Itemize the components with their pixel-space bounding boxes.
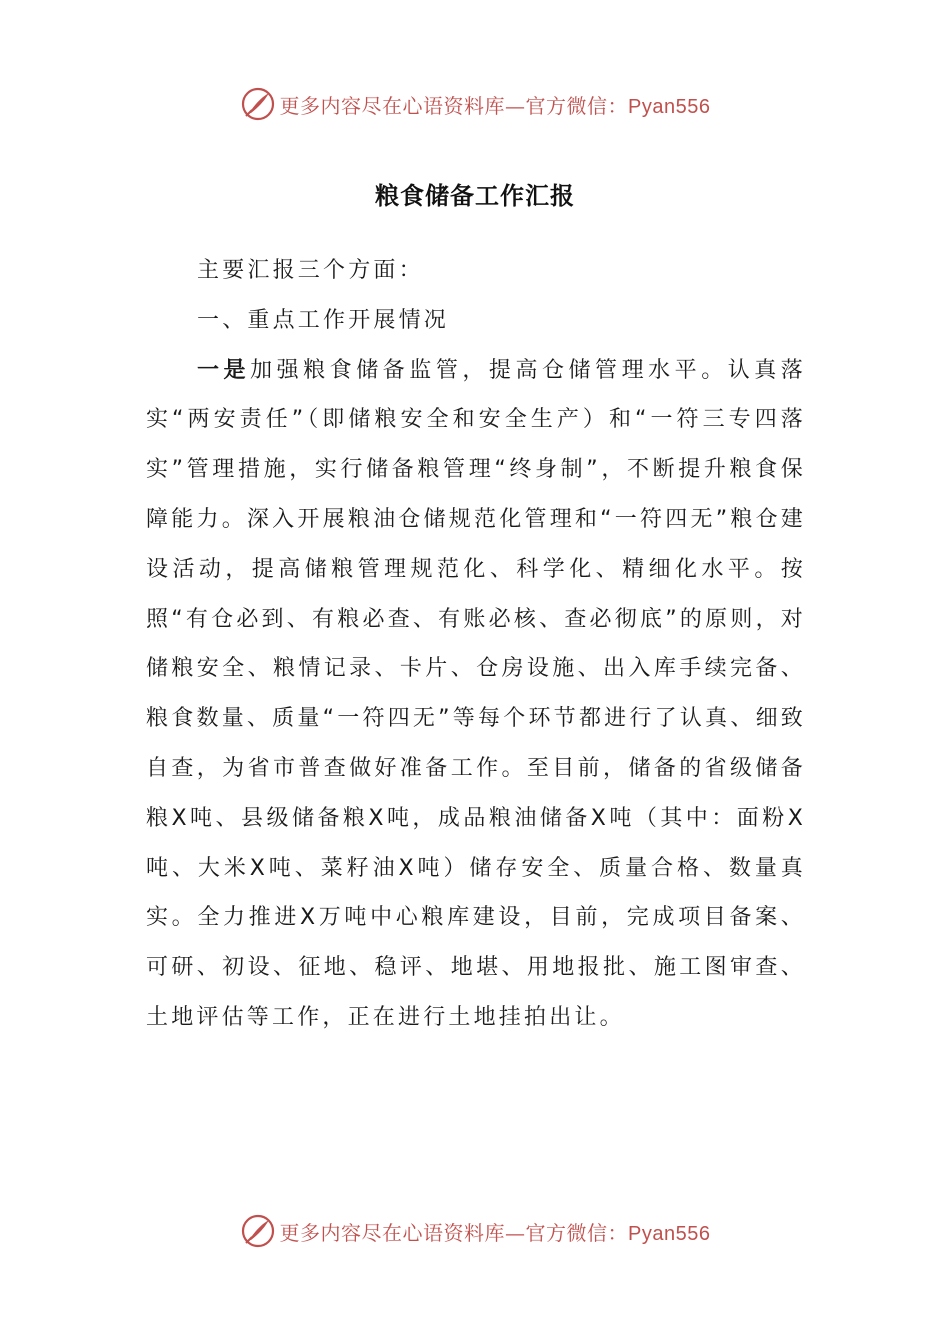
section-heading: 一、重点工作开展情况 — [197, 307, 450, 333]
document-title: 粮食储备工作汇报 — [375, 182, 575, 210]
watermark-header — [0, 84, 950, 124]
intro-paragraph: 主要汇报三个方面： — [197, 258, 424, 283]
quill-logo-icon — [240, 1213, 276, 1249]
paragraph-text: 加强粮食储备监管，提高仓储管理水平。认真落实“两安责任”（即储粮安全和安全生产）和“一符三专四落实”管理措施，实行储备粮管理“终身制”，不断提升粮食保障能力。深入开展粮油仓储规范化管理和“一符四无”粮仓建设活动，提高储粮管理规范化、科学化、精细化水平。按照“有仓必到、有粮必查、有账必核、查必彻底”的原则，对储粮安全、粮情记录、卡片、仓房设施、出入库手续完备、粮食数量、质量“一符四无”等每个环节都进行了认真、细致自查，为省市普查做好准备工作。至目前，储备的省级储备粮X吨、县级储备粮X吨，成品粮油储备X吨（其中：面粉X吨、大米X吨、菜籽油X吨）储存安全、质量合格、数量真实。全力推进X万吨中心粮库建设，目前，完成项目备案、可研、初设、征地、稳评、地堪、用地报批、施工图审查、土地评估等工作，正在进行土地挂拍出让。 — [146, 357, 806, 1030]
watermark-footer — [0, 1211, 950, 1251]
watermark-text: 更多内容尽在心语资料库—官方微信：Pyan556 — [279, 1220, 711, 1245]
document-body — [146, 246, 806, 1043]
paragraph-lead: 一是 — [197, 357, 251, 383]
quill-logo-icon — [240, 86, 276, 122]
body-paragraph — [146, 346, 806, 1043]
watermark-text: 更多内容尽在心语资料库—官方微信：Pyan556 — [279, 93, 711, 118]
